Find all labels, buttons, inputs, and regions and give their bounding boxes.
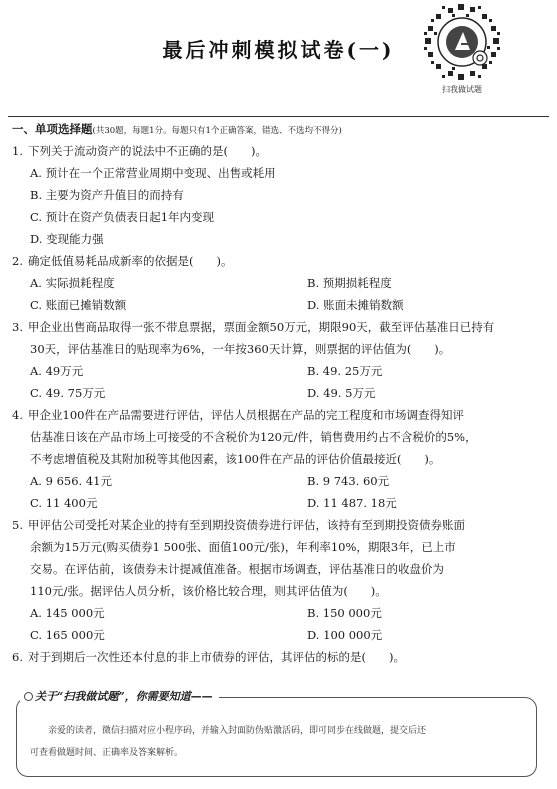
question-stem [12,646,542,668]
question-stem [12,140,542,162]
question-text-line: 不考虑增值税及其附加税等其他因素，该100件在产品的评估价值最接近( )。 [30,452,441,466]
question-text-line: 交易。在评估前，该债券未计提减值准备。根据市场调查，评估基准日的收盘价为 [30,562,444,576]
answer-option[interactable]: A. 49万元 [30,364,84,378]
header-rule [8,116,549,117]
option-row [12,294,542,316]
option-row [12,360,542,382]
question-number: 2. [12,254,23,268]
question-text-line: 30天，评估基准日的贴现率为6%，一年按360天计算，则票据的评估值为( )。 [30,342,451,356]
question-stem [12,514,542,536]
question-stem [12,250,542,272]
section-note: (共30题，每题1分。每题只有1个正确答案，错选、不选均不得分) [92,126,342,136]
answer-option[interactable]: A. 145 000元 [30,606,105,620]
question-text: 确定低值易耗品成新率的依据是( )。 [28,254,233,268]
ring-icon [24,692,33,701]
answer-option[interactable]: B. 49. 25万元 [307,364,383,378]
notice-body [30,720,526,764]
option-row [12,602,542,624]
question-text: 下列关于流动资产的说法中不正确的是( )。 [28,144,267,158]
answer-option[interactable]: C. 49. 75万元 [30,386,106,400]
question-continuation [12,426,542,470]
question-stem [12,404,542,426]
section-header [12,120,542,140]
option-row [12,624,542,646]
question-stem [12,316,542,338]
question-number: 3. [12,320,23,334]
question-text: 甲评估公司受托对某企业的持有至到期投资债券进行评估，该持有至到期投资债券账面 [28,518,465,532]
answer-option[interactable]: C. 11 400元 [30,496,98,510]
question-number: 6. [12,650,23,664]
question-text-line: 估基准日该在产品市场上可接受的不含税价为120元/件，销售费用约占不含税价的5%， [30,430,477,444]
question-number: 1. [12,144,23,158]
answer-option[interactable]: B. 预期损耗程度 [307,276,392,290]
option-row [12,470,542,492]
section-title: 一、单项选择题 [12,122,93,136]
answer-option[interactable]: D. 变现能力强 [30,232,104,246]
question-list [12,120,542,668]
question-text: 对于到期后一次性还本付息的非上市债券的评估，其评估的标的是( )。 [28,650,405,664]
question-text: 甲企业出售商品取得一张不带息票据，票面金额50万元，期限90天，截至评估基准日已持有 [28,320,495,334]
question-number: 4. [12,408,23,422]
answer-option[interactable]: A. 9 656. 41元 [30,474,112,488]
option-row [12,272,542,294]
answer-option[interactable]: C. 账面已摊销数额 [30,298,127,312]
page-title: 最后冲刺模拟试卷(一) [162,38,395,62]
question-text: 甲企业100件在产品需要进行评估，评估人员根据在产品的完工程度和市场调查得知评 [28,408,464,422]
answer-option[interactable]: D. 账面未摊销数额 [307,298,404,312]
answer-option[interactable]: A. 实际损耗程度 [30,276,115,290]
answer-option[interactable]: B. 9 743. 60元 [307,474,390,488]
answer-option[interactable]: D. 49. 5万元 [307,386,376,400]
notice-title-text: 关于“扫我做试题”，你需要知道—— [35,690,213,703]
qr-caption: 扫我做试题 [442,85,482,94]
option-row [12,492,542,514]
notice-line: 亲爱的读者，微信扫描对应小程序码，并输入封面防伪贴激活码，即可同步在线做题，提交后还 [48,726,427,736]
answer-option[interactable]: D. 11 487. 18元 [307,496,397,510]
question-text-line: 110元/张。据评估人员分析，该价格比较合理，则其评估值为( )。 [30,584,387,598]
answer-option[interactable]: A. 预计在一个正常营业周期中变现、出售或耗用 [30,166,276,180]
answer-option[interactable]: C. 预计在资产负债表日起1年内变现 [30,210,215,224]
qr-code-icon[interactable] [422,2,502,82]
answer-option[interactable]: D. 100 000元 [307,628,383,642]
notice-title [20,688,219,704]
answer-option[interactable]: B. 150 000元 [307,606,382,620]
question-continuation [12,536,542,602]
question-continuation [12,338,542,360]
question-number: 5. [12,518,23,532]
answer-option[interactable]: B. 主要为资产升值目的而持有 [30,188,184,202]
question-text-line: 余额为15万元(购买债券1 500张、面值100元/张)，年利率10%，期限3年，已上市 [30,540,456,554]
option-row [12,382,542,404]
notice-line: 可查看做题时间、正确率及答案解析。 [30,748,184,758]
answer-option[interactable]: C. 165 000元 [30,628,105,642]
